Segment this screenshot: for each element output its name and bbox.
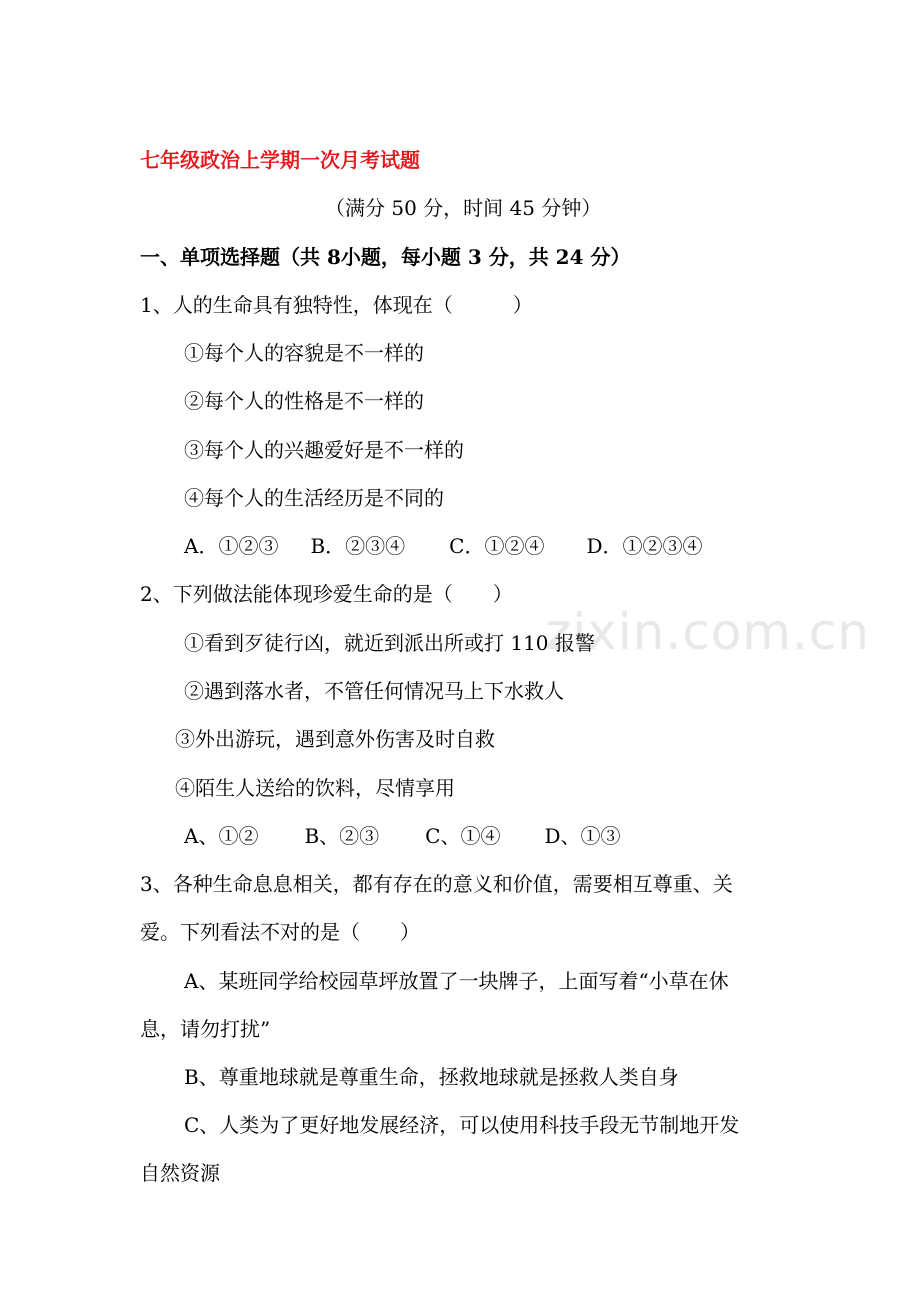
question-stem: 1、人的生命具有独特性，体现在（ ） [140,293,533,317]
page-title: 七年级政治上学期一次月考试题 [140,148,420,172]
option-a-line-2: 息，请勿打扰” [140,1017,271,1041]
statement-item: ②遇到落水者，不管任何情况马上下水救人 [184,679,564,703]
statement-item: ④每个人的生活经历是不同的 [184,486,444,510]
option-b: B、②③ [304,824,380,848]
option-c: C．①②④ [449,534,545,558]
statement-item: ③外出游玩，遇到意外伤害及时自救 [175,727,495,751]
option-a: A、①② [184,824,259,848]
question-stem-line-1: 3、各种生命息息相关，都有存在的意义和价值，需要相互尊重、关 [140,872,733,896]
option-a-line-1: A、某班同学给校园草坪放置了一块牌子，上面写着“小草在休 [184,969,729,993]
option-b: B、尊重地球就是尊重生命，拯救地球就是拯救人类自身 [184,1065,679,1089]
question-stem-line-2: 爱。下列看法不对的是（ ） [140,920,420,944]
answer-options [184,533,703,559]
section-heading: 一、单项选择题（共 8小题，每小题 3 分，共 24 分） [140,245,631,269]
option-d: D、①③ [544,824,621,848]
option-a: A．①②③ [184,534,279,558]
answer-options [184,823,621,849]
watermark: zixin.com.cn [545,603,871,661]
statement-item: ①每个人的容貌是不一样的 [184,341,424,365]
statement-item: ②每个人的性格是不一样的 [184,389,424,413]
statement-item: ③每个人的兴趣爱好是不一样的 [184,438,464,462]
option-c-line-1: C、人类为了更好地发展经济，可以使用科技手段无节制地开发 [184,1113,740,1137]
statement-item: ①看到歹徒行凶，就近到派出所或打 110 报警 [184,631,595,655]
question-stem: 2、下列做法能体现珍爱生命的是（ ） [140,582,513,606]
option-c-line-2: 自然资源 [140,1161,220,1185]
statement-item: ④陌生人送给的饮料，尽情享用 [175,776,455,800]
option-b: B．②③④ [310,534,406,558]
option-c: C、①④ [425,824,501,848]
exam-subtitle: （满分 50 分，时间 45 分钟） [325,196,602,220]
option-d: D．①②③④ [586,534,703,558]
